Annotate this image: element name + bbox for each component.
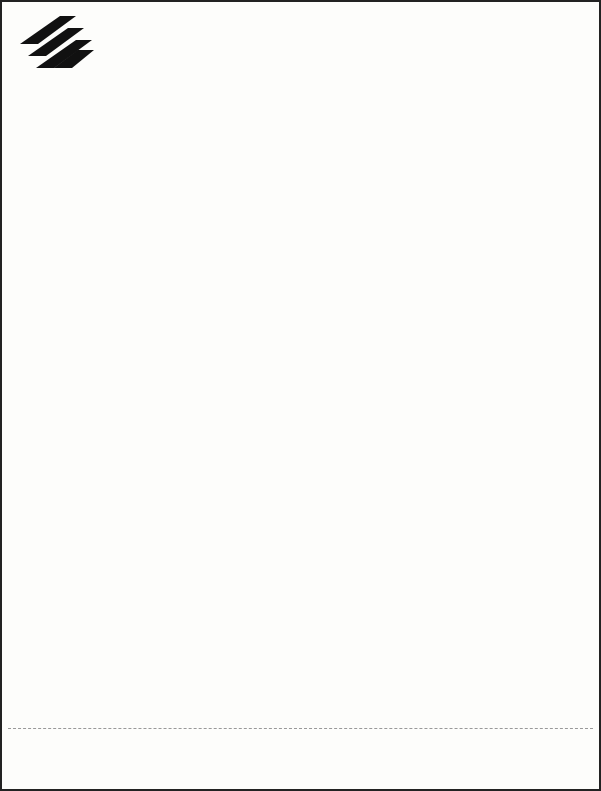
notice-header: [8, 8, 593, 126]
notice-body: [14, 130, 587, 724]
notice-footer: [8, 728, 593, 781]
bird-logo-icon: [14, 10, 102, 74]
organization-logo: [12, 10, 102, 118]
